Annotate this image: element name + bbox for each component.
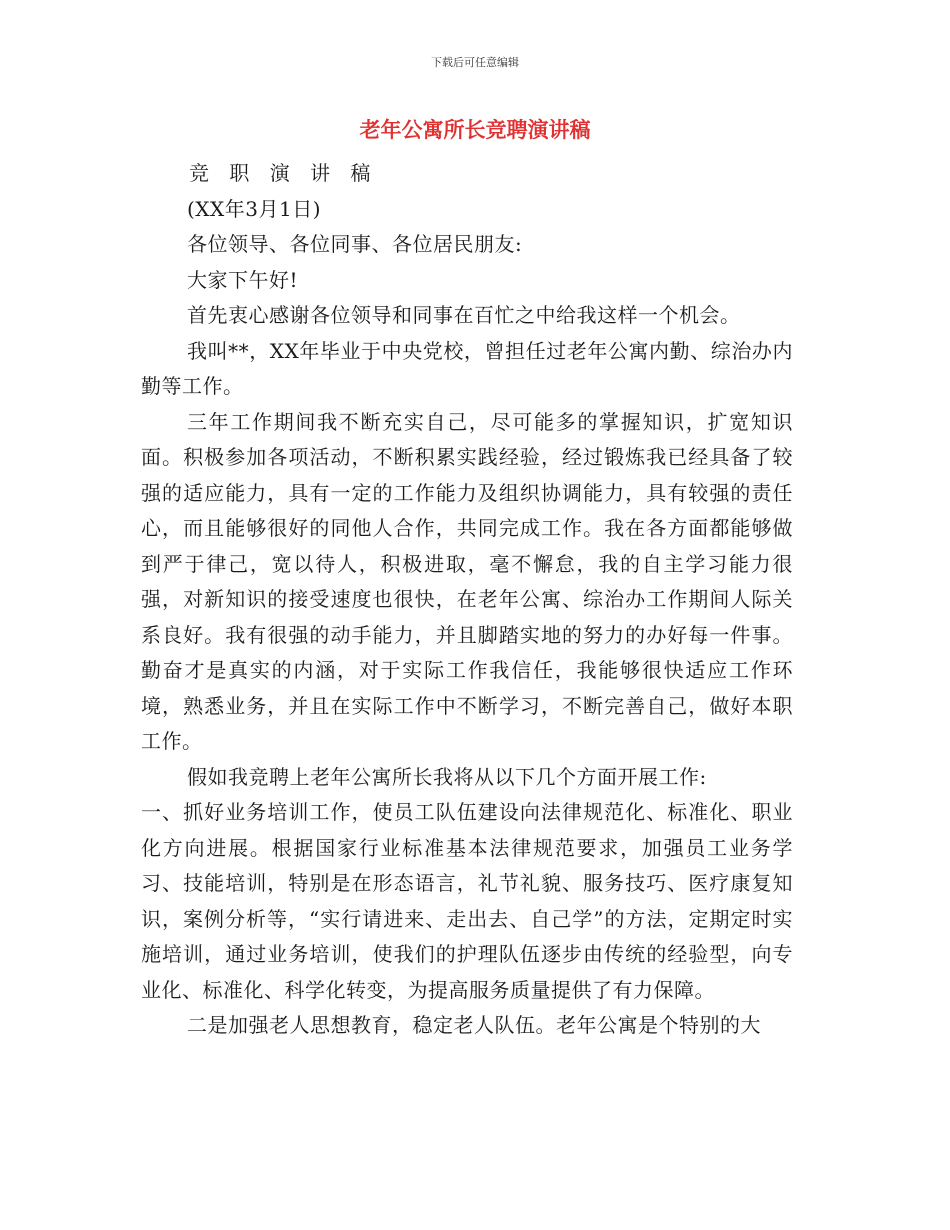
paragraph-plan-intro: 假如我竞聘上老年公寓所长我将从以下几个方面开展工作:: [187, 764, 707, 789]
salutation: 各位领导、各位同事、各位居民朋友:: [187, 232, 523, 256]
speech-date: (XX年3月1日): [187, 196, 322, 221]
greeting: 大家下午好!: [187, 267, 299, 292]
paragraph-introduction: 我叫**，XX年毕业于中央党校，曾担任过老年公寓内勤、综治办内勤等工作。: [141, 338, 793, 398]
header-note: 下载后可任意编辑: [431, 56, 519, 69]
paragraph-plan-two: 二是加强老人思想教育，稳定老人队伍。老年公寓是个特别的大: [187, 1013, 761, 1037]
paragraph-thanks: 首先衷心感谢各位领导和同事在百忙之中给我这样一个机会。: [187, 303, 741, 327]
document-title: 老年公寓所长竞聘演讲稿: [359, 117, 591, 142]
document-body: [141, 156, 793, 1044]
speech-subheading: 竞 职 演 讲 稿: [189, 161, 378, 185]
paragraph-experience: 三年工作期间我不断充实自己，尽可能多的掌握知识，扩宽知识面。积极参加各项活动，不断积累实践经验，经过锻炼我已经具备了较强的适应能力，具有一定的工作能力及组织协调能力，具有较强的责任心，而且能够很好的同他人合作，共同完成工作。我在各方面都能够做到严于律己，宽以待人，积极进取，毫不懈怠，我的自主学习能力很强，对新知识的接受速度也很快，在老年公寓、综治办工作期间人际关系良好。我有很强的动手能力，并且脚踏实地的努力的办好每一件事。勤奋才是真实的内涵，对于实际工作我信任，我能够很快适应工作环境，熟悉业务，并且在实际工作中不断学习，不断完善自己，做好本职工作。: [141, 409, 793, 753]
paragraph-plan-one: 一、抓好业务培训工作，使员工队伍建设向法律规范化、标准化、职业化方向进展。根据国家行业标准基本法律规范要求，加强员工业务学习、技能培训，特别是在形态语言，礼节礼貌、服务技巧、医疗康复知识，案例分析等，“实行请进来、走出去、自己学”的方法，定期定时实施培训，通过业务培训，使我们的护理队伍逐步由传统的经验型，向专业化、标准化、科学化转变，为提高服务质量提供了有力保障。: [141, 800, 793, 1002]
